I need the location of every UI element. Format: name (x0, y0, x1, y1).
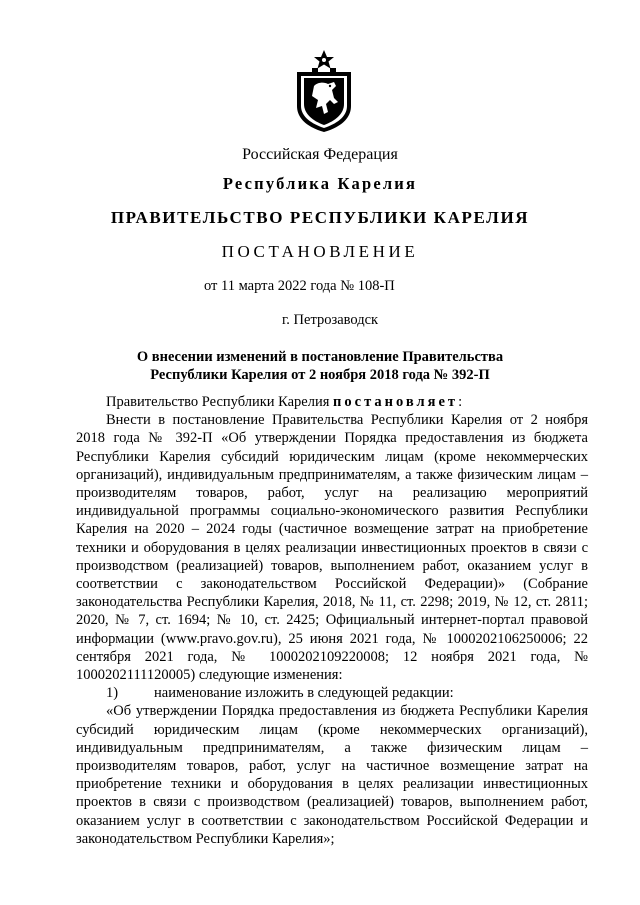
main-paragraph: Внести в постановление Правительства Республики Карелия от 2 ноября 2018 года № 392-П «Об утверждении Порядка предоставления из бюджета Республики Карелия субсидий юридическим лицам (кроме некоммерческих организаций), индивидуальным предпринимателям, а также физическим лицам – производителям товаров, работ, услуг на реализацию мероприятий индивидуальной программы социально-экономического развития Республики Карелия на 2020 – 2024 годы (частичное возмещение затрат на приобретение техники и оборудования в целях реализации инвестиционных проектов в связи с производством (реализацией) товаров, выполнением работ, оказанием услуг в соответствии с законодательством Российской Федерации)» (Собрание законодательства Республики Карелия, 2018, № 11, ст. 2298; 2019, № 12, ст. 2811; 2020, № 7, ст. 1694; № 10, ст. 2425; Официальный интернет-портал правовой информации (www.pravo.gov.ru), 25 июня 2021 года, № 1000202106250006; 22 сентября 2021 года, № 1000202109220008; 12 ноября 2021 года, № 1000202111120005) следующие изменения: (76, 412, 588, 684)
karelia-coat-of-arms-icon (292, 48, 356, 134)
list-item (76, 684, 588, 702)
document-date-number: от 11 марта 2022 года № 108-П (204, 278, 395, 294)
republic-name: Республика Карелия (222, 174, 418, 193)
document-title (0, 348, 640, 384)
government-title: ПРАВИТЕЛЬСТВО РЕСПУБЛИКИ КАРЕЛИЯ (110, 208, 530, 227)
city: г. Петрозаводск (282, 312, 379, 328)
title-line-1: О внесении изменений в постановление Правительства (136, 349, 504, 365)
document-body (76, 393, 588, 848)
intro-prefix: Правительство Республики Карелия (106, 394, 334, 410)
country-name: Российская Федерация (242, 146, 398, 163)
quoted-title-paragraph: «Об утверждении Порядка предоставления из бюджета Республики Карелия субсидий юридическим лицам (кроме некоммерческих организаций), индивидуальным предпринимателям, а также физическим лицам – производителям товаров, работ, услуг на частичное возмещение затрат на приобретение техники и оборудования в целях реализации инвестиционных проектов в связи с производством (реализацией) товаров, выполнением работ, оказанием услуг в соответствии с законодательством Российской Федерации и законодательством Республики Карелия»; (76, 703, 588, 847)
document-type: ПОСТАНОВЛЕНИЕ (221, 242, 419, 261)
intro-paragraph (76, 393, 588, 411)
list-item-number: 1) (106, 685, 119, 702)
title-line-2: Республики Карелия от 2 ноября 2018 года № 392-П (150, 367, 490, 383)
intro-decree-word: постановляет (333, 394, 459, 410)
intro-suffix: : (458, 394, 463, 410)
list-item-text: наименование изложить в следующей редакции: (154, 685, 454, 702)
